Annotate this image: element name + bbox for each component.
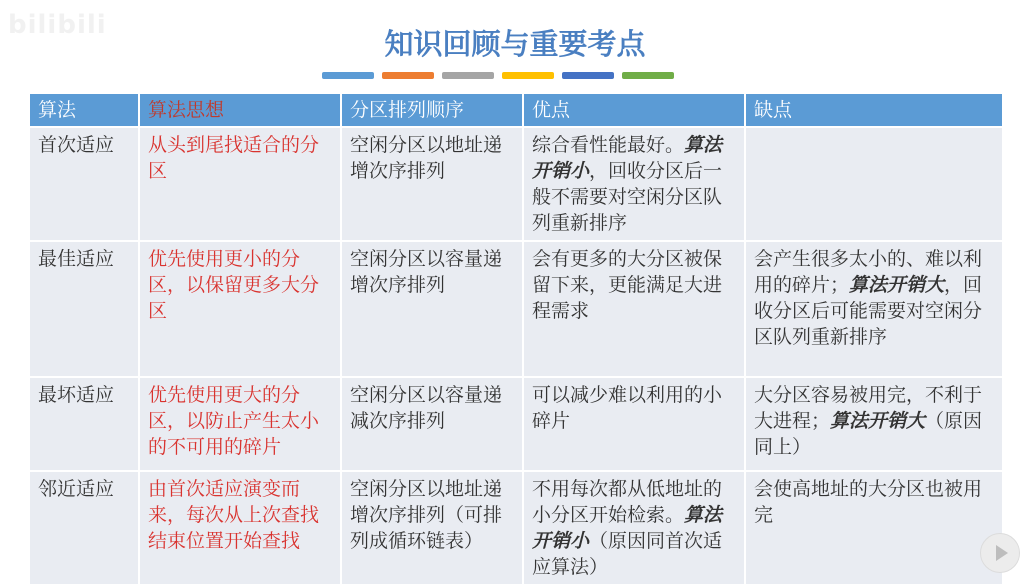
cell-order: 空闲分区以地址递增次序排列 [341, 127, 523, 241]
cell-algorithm: 邻近适应 [29, 471, 139, 585]
cell-idea: 由首次适应演变而来，每次从上次查找结束位置开始查找 [139, 471, 341, 585]
cell-algorithm: 最佳适应 [29, 241, 139, 377]
cell-cons [745, 127, 1003, 241]
cons-text: ，回收分区后可能需要对空闲分区队列重新排序 [754, 274, 983, 348]
cell-pros: 可以减少难以利用的小碎片 [523, 377, 745, 471]
color-bar-segment [322, 72, 374, 79]
header-order: 分区排列顺序 [341, 93, 523, 127]
cell-pros: 会有更多的大分区被保留下来，更能满足大进程需求 [523, 241, 745, 377]
cell-pros [523, 471, 745, 585]
cell-idea: 优先使用更大的分区，以防止产生太小的不可用的碎片 [139, 377, 341, 471]
cell-algorithm: 最坏适应 [29, 377, 139, 471]
header-cons: 缺点 [745, 93, 1003, 127]
table-row [29, 377, 1003, 471]
cons-emphasis: 算法开销大 [830, 410, 926, 432]
header-idea: 算法思想 [139, 93, 341, 127]
cell-idea: 从头到尾找适合的分区 [139, 127, 341, 241]
pros-text: （原因同首次适应算法） [532, 530, 723, 578]
cons-text: 会产生很多太小的、难以利用的碎片； [754, 248, 983, 296]
cell-order: 空闲分区以容量递减次序排列 [341, 377, 523, 471]
color-bar-segment [502, 72, 554, 79]
table-row [29, 127, 1003, 241]
cell-algorithm: 首次适应 [29, 127, 139, 241]
table-header-row [29, 93, 1003, 127]
pros-text: 综合看性能最好。 [532, 134, 685, 156]
table-row [29, 471, 1003, 585]
color-bar-segment [442, 72, 494, 79]
pros-text: ，回收分区后一般不需要对空闲分区队列重新排序 [532, 160, 723, 234]
decorative-color-bar [322, 72, 674, 79]
color-bar-segment [382, 72, 434, 79]
cell-cons [745, 241, 1003, 377]
cell-cons: 会使高地址的大分区也被用完 [745, 471, 1003, 585]
header-pros: 优点 [523, 93, 745, 127]
slide-title: 知识回顾与重要考点 [384, 27, 646, 61]
pros-emphasis: 算法开销小 [532, 504, 723, 552]
cell-cons [745, 377, 1003, 471]
cell-idea: 优先使用更小的分区，以保留更多大分区 [139, 241, 341, 377]
cell-order: 空闲分区以容量递增次序排列 [341, 241, 523, 377]
cons-text: 大分区容易被用完，不利于大进程； [754, 384, 983, 432]
algorithm-comparison-table [28, 92, 1004, 586]
bilibili-watermark: bilibili [8, 10, 107, 40]
cons-emphasis: 算法开销大 [849, 274, 945, 296]
cons-text: （原因同上） [754, 410, 983, 458]
pros-emphasis: 算法开销小 [532, 134, 723, 182]
cell-pros [523, 127, 745, 241]
color-bar-segment [562, 72, 614, 79]
header-algorithm: 算法 [29, 93, 139, 127]
cell-order: 空闲分区以地址递增次序排列（可排列成循环链表） [341, 471, 523, 585]
play-icon[interactable] [980, 533, 1020, 573]
color-bar-segment [622, 72, 674, 79]
table-row [29, 241, 1003, 377]
pros-text: 不用每次都从低地址的小分区开始检索。 [532, 478, 723, 526]
